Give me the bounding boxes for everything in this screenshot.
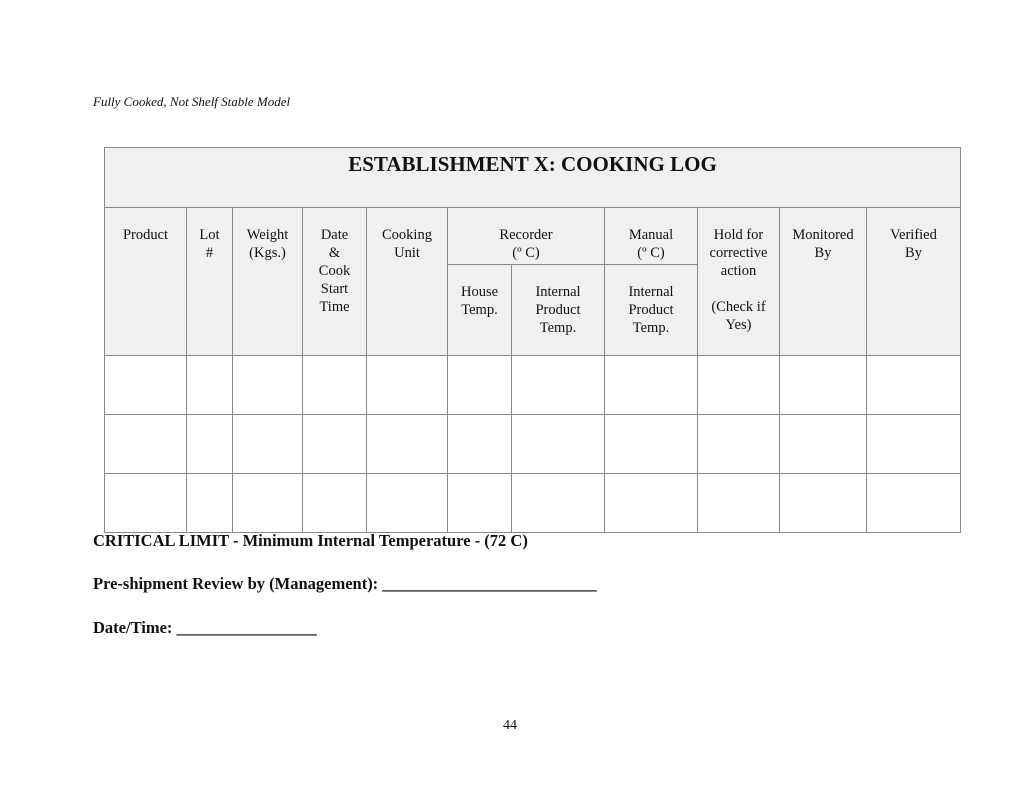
table-cell[interactable] (698, 474, 780, 533)
table-cell[interactable] (780, 356, 867, 415)
table-row (105, 474, 961, 533)
table-cell[interactable] (367, 415, 448, 474)
model-note: Fully Cooked, Not Shelf Stable Model (93, 94, 291, 109)
table-cell[interactable] (105, 474, 187, 533)
header-manual-internal-temp: Internal Product Temp. (605, 265, 698, 356)
table-cell[interactable] (867, 474, 961, 533)
header-product: Product (105, 208, 187, 356)
table-cell[interactable] (512, 474, 605, 533)
table-cell[interactable] (233, 474, 303, 533)
table-cell[interactable] (303, 474, 367, 533)
header-lot: Lot # (187, 208, 233, 356)
table-cell[interactable] (187, 356, 233, 415)
preshipment-review-line: Pre-shipment Review by (Management): __________________________ (93, 574, 597, 593)
table-cell[interactable] (233, 356, 303, 415)
table-cell[interactable] (605, 356, 698, 415)
header-manual: Manual (º C) (605, 208, 698, 265)
table-cell[interactable] (303, 415, 367, 474)
table-cell[interactable] (780, 474, 867, 533)
cooking-log-table (104, 147, 961, 533)
header-hold-corrective-action: Hold for corrective action (Check if Yes) (698, 208, 780, 356)
table-title: ESTABLISHMENT X: COOKING LOG (105, 148, 961, 208)
header-house-temp: House Temp. (448, 265, 512, 356)
header-recorder-internal-temp: Internal Product Temp. (512, 265, 605, 356)
table-cell[interactable] (512, 356, 605, 415)
table-cell[interactable] (448, 356, 512, 415)
table-row (105, 356, 961, 415)
table-cell[interactable] (448, 474, 512, 533)
header-monitored-by: Monitored By (780, 208, 867, 356)
table-cell[interactable] (187, 415, 233, 474)
header-verified-by: Verified By (867, 208, 961, 356)
table-cell[interactable] (105, 415, 187, 474)
table-cell[interactable] (367, 474, 448, 533)
table-cell[interactable] (233, 415, 303, 474)
header-date-cook-start-time: Date & Cook Start Time (303, 208, 367, 356)
table-cell[interactable] (448, 415, 512, 474)
table-cell[interactable] (187, 474, 233, 533)
header-cooking-unit: Cooking Unit (367, 208, 448, 356)
table-cell[interactable] (512, 415, 605, 474)
table-cell[interactable] (105, 356, 187, 415)
table-cell[interactable] (698, 415, 780, 474)
header-recorder: Recorder (º C) (448, 208, 605, 265)
table-cell[interactable] (698, 356, 780, 415)
table-cell[interactable] (867, 356, 961, 415)
date-time-line: Date/Time: _________________ (93, 618, 317, 637)
table-cell[interactable] (605, 474, 698, 533)
table-cell[interactable] (605, 415, 698, 474)
header-weight: Weight (Kgs.) (233, 208, 303, 356)
table-cell[interactable] (780, 415, 867, 474)
table-cell[interactable] (867, 415, 961, 474)
critical-limit: CRITICAL LIMIT - Minimum Internal Temperature - (72 C) (93, 531, 528, 550)
table-cell[interactable] (303, 356, 367, 415)
table-cell[interactable] (367, 356, 448, 415)
page-number: 44 (503, 718, 517, 733)
table-row (105, 415, 961, 474)
